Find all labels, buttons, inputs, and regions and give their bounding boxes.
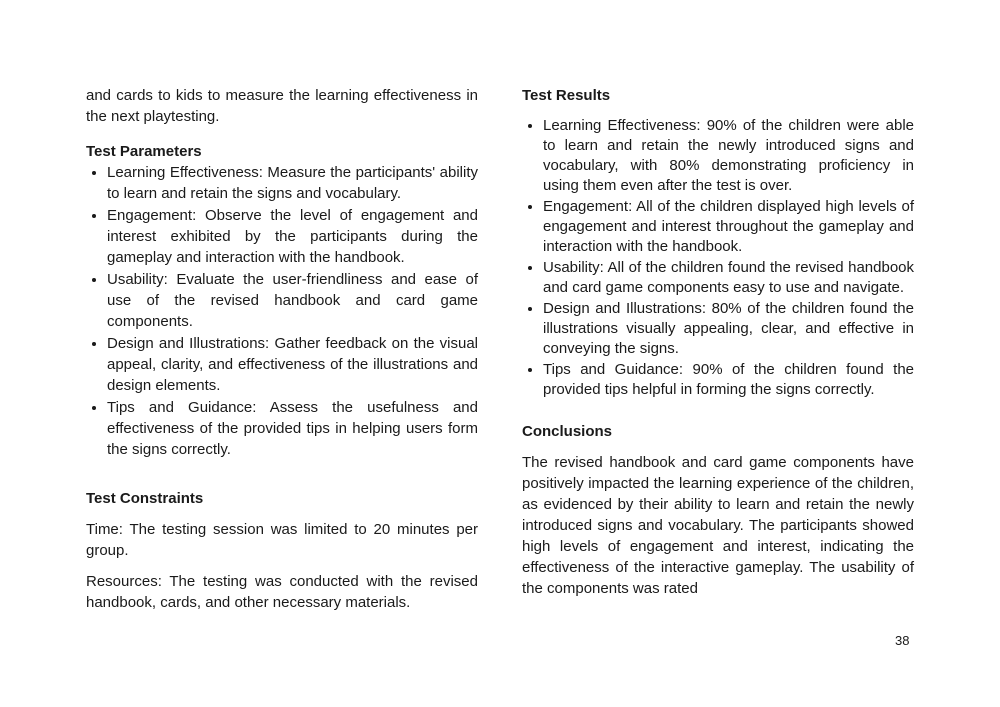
right-column [522,85,914,599]
list-item: • Tips and Guidance: 90% of the children found the provided tips helpful in forming the signs correctly. [543,360,914,400]
list-item: • Engagement: Observe the level of engagement and interest exhibited by the participants during the gameplay and interaction with the handbook. [107,205,478,268]
list-item: • Tips and Guidance: Assess the usefulness and effectiveness of the provided tips in helping users form the signs correctly. [107,397,478,460]
list-item: • Learning Effectiveness: Measure the participants' ability to learn and retain the signs and vocabulary. [107,162,478,204]
list-item: • Usability: All of the children found the revised handbook and card game components easy to use and navigate. [543,258,914,298]
left-column [86,85,478,613]
page-number: 38 [895,633,910,648]
list-item: • Engagement: All of the children displayed high levels of engagement and interest throughout the gameplay and interaction with the handbook. [543,197,914,257]
test-parameters-heading: Test Parameters [86,143,202,160]
list-item: • Usability: Evaluate the user-friendliness and ease of use of the revised handbook and card game components. [107,269,478,332]
resources-constraint: Resources: The testing was conducted with the revised handbook, cards, and other necessary materials. [86,573,478,611]
list-item: • Learning Effectiveness: 90% of the children were able to learn and retain the newly introduced signs and vocabulary, with 80% demonstrating proficiency in using them even after the test is over. [543,116,914,196]
intro-paragraph: and cards to kids to measure the learning effectiveness in the next playtesting. [86,87,478,125]
list-item: • Design and Illustrations: 80% of the children found the illustrations visually appealing, clear, and effective in conveying the signs. [543,299,914,359]
test-results-list [522,116,914,400]
conclusions-paragraph: The revised handbook and card game components have positively impacted the learning experience of the children, as evidenced by their ability to learn and retain the newly introduced signs and vocabulary. The participants showed high levels of engagement and interest, indicating the effectiveness of the interactive gameplay. The usability of the components was rated [522,454,914,597]
test-results-heading: Test Results [522,87,611,104]
test-parameters-list [86,162,478,460]
conclusions-heading: Conclusions [522,423,613,440]
list-item: • Design and Illustrations: Gather feedback on the visual appeal, clarity, and effectiveness of the illustrations and design elements. [107,333,478,396]
test-constraints-heading: Test Constraints [86,490,204,507]
time-constraint: Time: The testing session was limited to 20 minutes per group. [86,521,478,559]
